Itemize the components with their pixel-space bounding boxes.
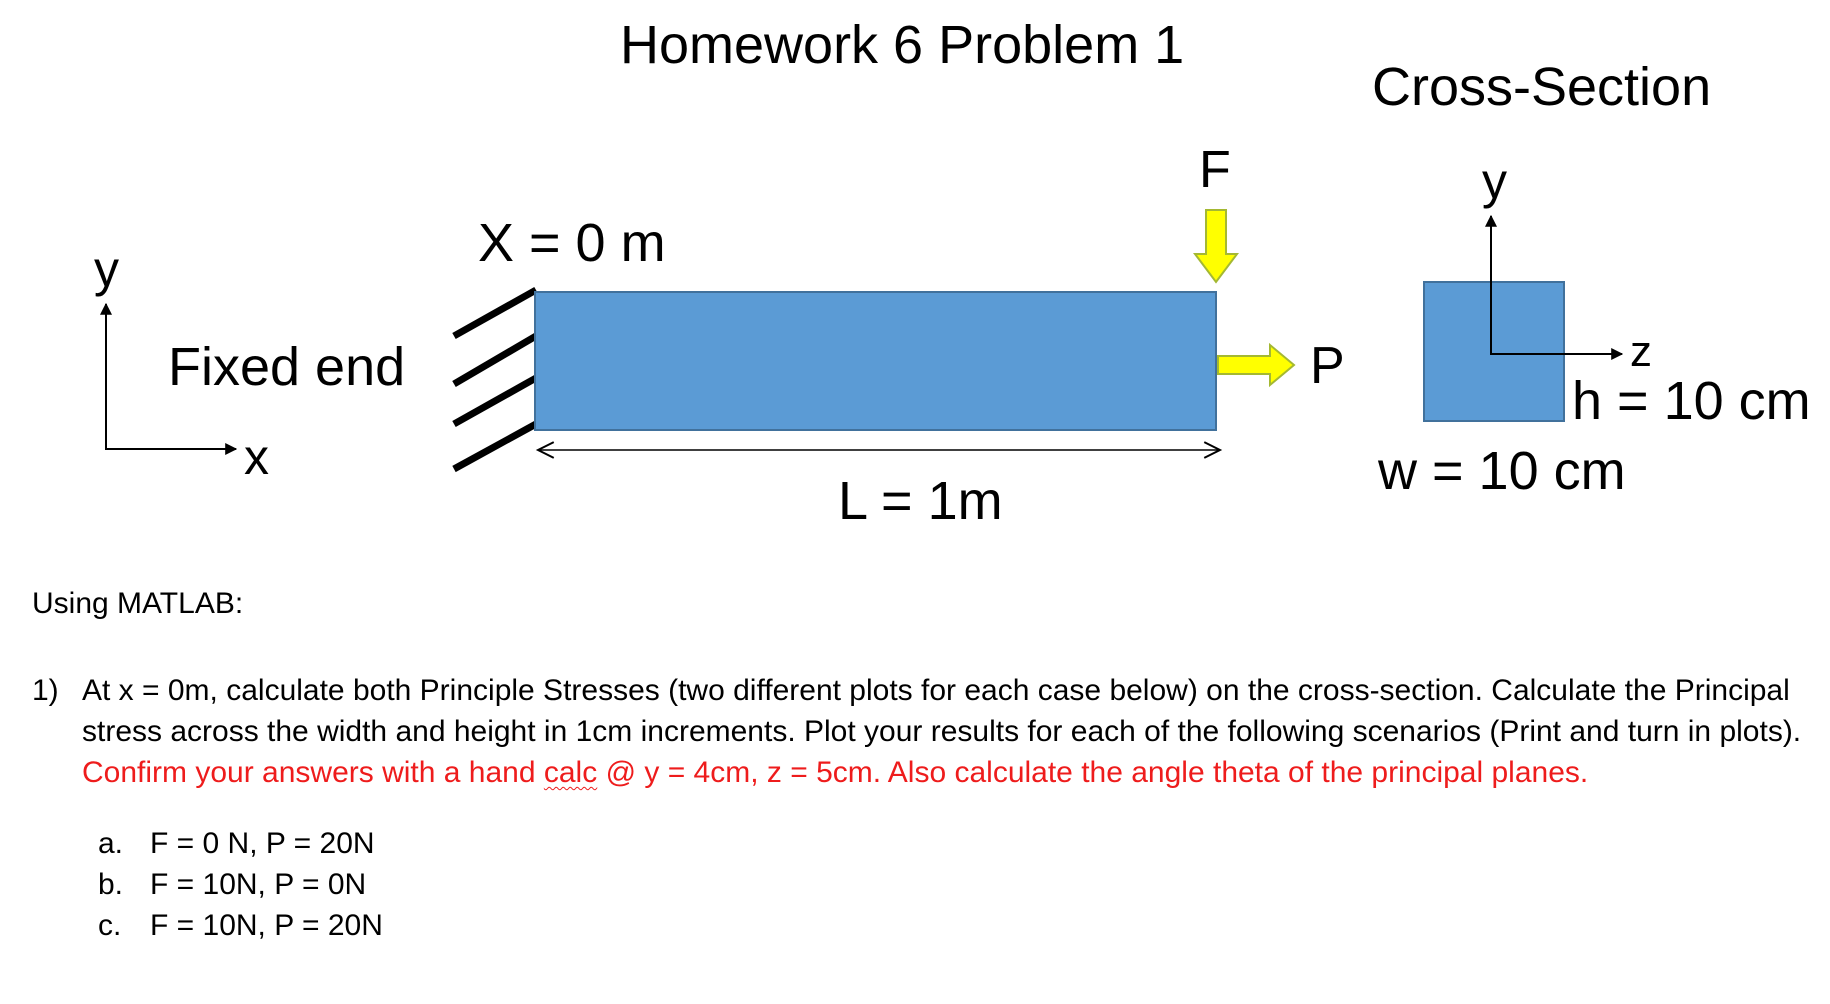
origin-label: X = 0 m — [478, 213, 666, 273]
task-instructions: At x = 0m, calculate both Principle Stresses (two different plots for each case below) on the cross-section. Calculate the Principal stress across the width and height in 1cm increments. Plot your results for each of the following scenarios (Print and turn in plots). — [82, 674, 1802, 748]
case-letter: c. — [98, 909, 122, 942]
case-item — [98, 905, 1802, 946]
force-p-label: P — [1310, 337, 1345, 395]
case-letter: a. — [98, 827, 124, 860]
force-f-arrow — [1195, 210, 1237, 282]
height-label: h = 10 cm — [1572, 371, 1811, 431]
left-y-axis-label: y — [94, 241, 119, 297]
task-spellcheck-word: calc — [543, 756, 598, 789]
case-text: F = 10N, P = 20N — [150, 909, 383, 942]
hatch-line — [454, 336, 536, 384]
force-f-label: F — [1199, 141, 1231, 199]
force-p-arrow — [1218, 345, 1294, 385]
case-list — [32, 823, 1802, 946]
cross-section-title: Cross-Section — [1372, 57, 1712, 117]
task-confirm-text-continued: @ y = 4cm, z = 5cm. Also calculate the angle theta of the principal planes. — [597, 756, 1589, 789]
problem-text — [32, 586, 1802, 946]
cross-section-square — [1424, 282, 1564, 421]
page-title: Homework 6 Problem 1 — [620, 15, 1185, 75]
width-label: w = 10 cm — [1378, 441, 1626, 501]
case-text: F = 0 N, P = 20N — [150, 827, 375, 860]
beam — [535, 292, 1216, 430]
task-number: 1) — [32, 674, 59, 707]
case-text: F = 10N, P = 0N — [150, 868, 367, 901]
task-1 — [32, 670, 1802, 793]
hatch-line — [454, 290, 536, 336]
fixed-support-hatch — [454, 290, 536, 469]
using-matlab-label: Using MATLAB: — [32, 587, 244, 620]
length-label: L = 1m — [838, 471, 1003, 531]
hatch-line — [454, 378, 536, 424]
case-item — [98, 864, 1802, 905]
cross-section-y-label: y — [1482, 153, 1507, 209]
cross-section-z-label: z — [1630, 327, 1652, 376]
fixed-end-label: Fixed end — [168, 337, 406, 397]
left-x-axis-label: x — [244, 429, 269, 485]
task-confirm-text: Confirm your answers with a hand — [82, 756, 544, 789]
hatch-line — [454, 424, 536, 469]
case-letter: b. — [98, 868, 124, 901]
case-item — [98, 823, 1802, 864]
